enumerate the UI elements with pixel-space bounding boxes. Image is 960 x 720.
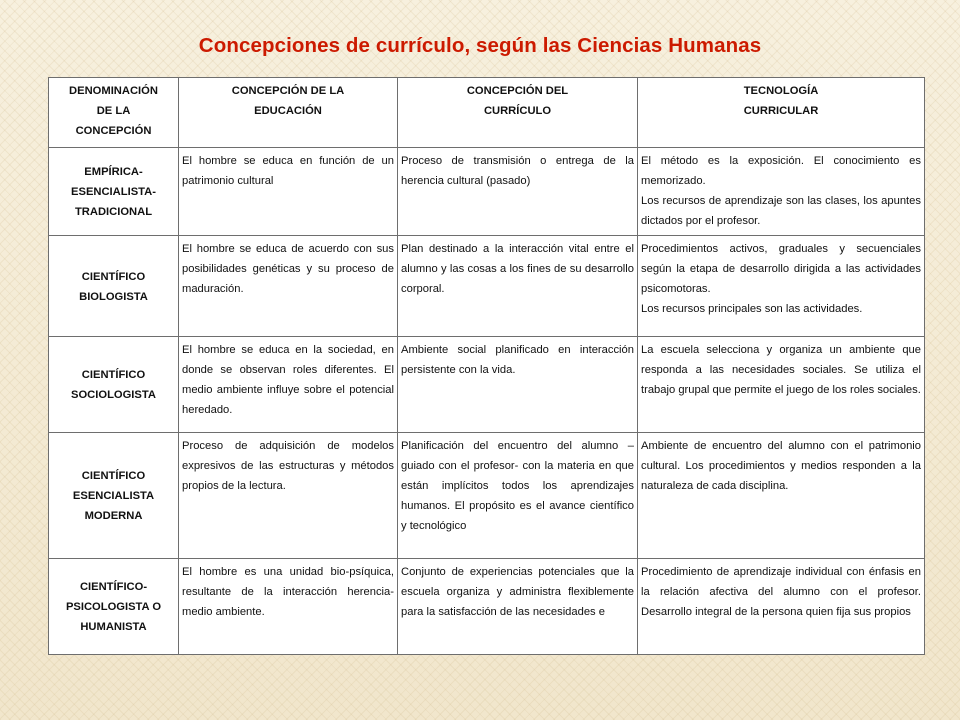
row-name-line: PSICOLOGISTA O bbox=[65, 601, 162, 613]
educacion-cell: El hombre se educa en la sociedad, en donde se observan roles diferentes. El medio ambiente influye sobre el potencial heredado. bbox=[179, 337, 398, 433]
row-name-cell bbox=[49, 337, 179, 433]
row-name-cell bbox=[49, 433, 179, 559]
table-row bbox=[49, 236, 925, 337]
educacion-cell: El hombre se educa de acuerdo con sus posibilidades genéticas y su proceso de maduración. bbox=[179, 236, 398, 337]
header-line: DENOMINACIÓN bbox=[69, 85, 158, 97]
tecnologia-cell bbox=[638, 337, 925, 433]
tecnologia-cell bbox=[638, 148, 925, 236]
row-name-line: TRADICIONAL bbox=[74, 206, 153, 218]
header-tecnologia-curricular bbox=[638, 78, 925, 148]
tecnologia-cell bbox=[638, 236, 925, 337]
table-row bbox=[49, 337, 925, 433]
header-line: CONCEPCIÓN bbox=[75, 125, 152, 137]
row-name-line: CIENTÍFICO bbox=[81, 270, 146, 283]
header-concepcion-curriculo bbox=[398, 78, 638, 148]
tecnologia-paragraph: Los recursos principales son las actividades. bbox=[641, 303, 863, 315]
header-line: EDUCACIÓN bbox=[254, 105, 322, 117]
curriculo-cell: Proceso de transmisión o entrega de la herencia cultural (pasado) bbox=[398, 148, 638, 236]
row-name-line: HUMANISTA bbox=[80, 621, 147, 633]
row-name-cell bbox=[49, 148, 179, 236]
slide-title: Concepciones de currículo, según las Ciencias Humanas bbox=[198, 34, 762, 57]
curriculo-cell: Plan destinado a la interacción vital entre el alumno y las cosas a los fines de su desarrollo corporal. bbox=[398, 236, 638, 337]
educacion-cell: El hombre se educa en función de un patrimonio cultural bbox=[179, 148, 398, 236]
header-line: CONCEPCIÓN DE LA bbox=[231, 85, 345, 97]
table-row bbox=[49, 148, 925, 236]
tecnologia-cell bbox=[638, 433, 925, 559]
row-name-line: EMPÍRICA- bbox=[84, 166, 143, 178]
header-denominacion bbox=[49, 78, 179, 148]
curriculum-table bbox=[48, 77, 925, 655]
header-line: CONCEPCIÓN DEL bbox=[466, 85, 569, 97]
tecnologia-paragraph: Ambiente de encuentro del alumno con el patrimonio cultural. Los procedimientos y medios responden a la naturaleza de cada disciplina. bbox=[641, 440, 921, 492]
header-line: CURRICULAR bbox=[743, 105, 819, 117]
row-name-line: CIENTÍFICO- bbox=[79, 581, 148, 593]
header-line: TECNOLOGÍA bbox=[743, 85, 819, 97]
tecnologia-paragraph: Los recursos de aprendizaje son las clases, los apuntes dictados por el profesor. bbox=[641, 195, 921, 227]
row-name-line: CIENTÍFICO bbox=[81, 470, 146, 482]
row-name-line: ESENCIALISTA- bbox=[71, 186, 156, 198]
curriculo-cell: Planificación del encuentro del alumno –guiado con el profesor- con la materia en que están implícitos todos los aprendizajes humanos. El propósito es el avance científico y tecnológico bbox=[398, 433, 638, 559]
row-name-line: BIOLOGISTA bbox=[79, 290, 148, 303]
header-concepcion-educacion bbox=[179, 78, 398, 148]
educacion-cell: El hombre es una unidad bio-psíquica, resultante de la interacción herencia-medio ambiente. bbox=[179, 559, 398, 655]
header-line: CURRÍCULO bbox=[483, 105, 552, 117]
tecnologia-paragraph: El método es la exposición. El conocimiento es memorizado. bbox=[641, 155, 921, 187]
tecnologia-paragraph: Procedimiento de aprendizaje individual con énfasis en la relación afectiva del alumno con el profesor. Desarrollo integral de la persona quien fija sus propios bbox=[641, 566, 921, 618]
row-name-line: MODERNA bbox=[84, 510, 143, 522]
row-name-cell bbox=[49, 236, 179, 337]
table-row bbox=[49, 559, 925, 655]
table-row bbox=[49, 433, 925, 559]
curriculo-cell: Conjunto de experiencias potenciales que la escuela organiza y administra flexiblemente para la satisfacción de las necesidades e bbox=[398, 559, 638, 655]
tecnologia-paragraph: Procedimientos activos, graduales y secuenciales según la etapa de desarrollo dirigida a las actividades psicomotoras. bbox=[641, 243, 921, 295]
tecnologia-cell bbox=[638, 559, 925, 655]
curriculo-cell: Ambiente social planificado en interacción persistente con la vida. bbox=[398, 337, 638, 433]
row-name-line: SOCIOLOGISTA bbox=[71, 389, 156, 401]
row-name-cell bbox=[49, 559, 179, 655]
educacion-cell: Proceso de adquisición de modelos expresivos de las estructuras y métodos propios de la lectura. bbox=[179, 433, 398, 559]
table-header-row bbox=[49, 78, 925, 148]
header-line: DE LA bbox=[96, 105, 131, 117]
row-name-line: ESENCIALISTA bbox=[72, 490, 155, 502]
tecnologia-paragraph: La escuela selecciona y organiza un ambiente que responda a las necesidades sociales. Se utiliza el trabajo grupal que permite el juego de los roles sociales. bbox=[641, 344, 921, 396]
row-name-line: CIENTÍFICO bbox=[81, 369, 146, 381]
